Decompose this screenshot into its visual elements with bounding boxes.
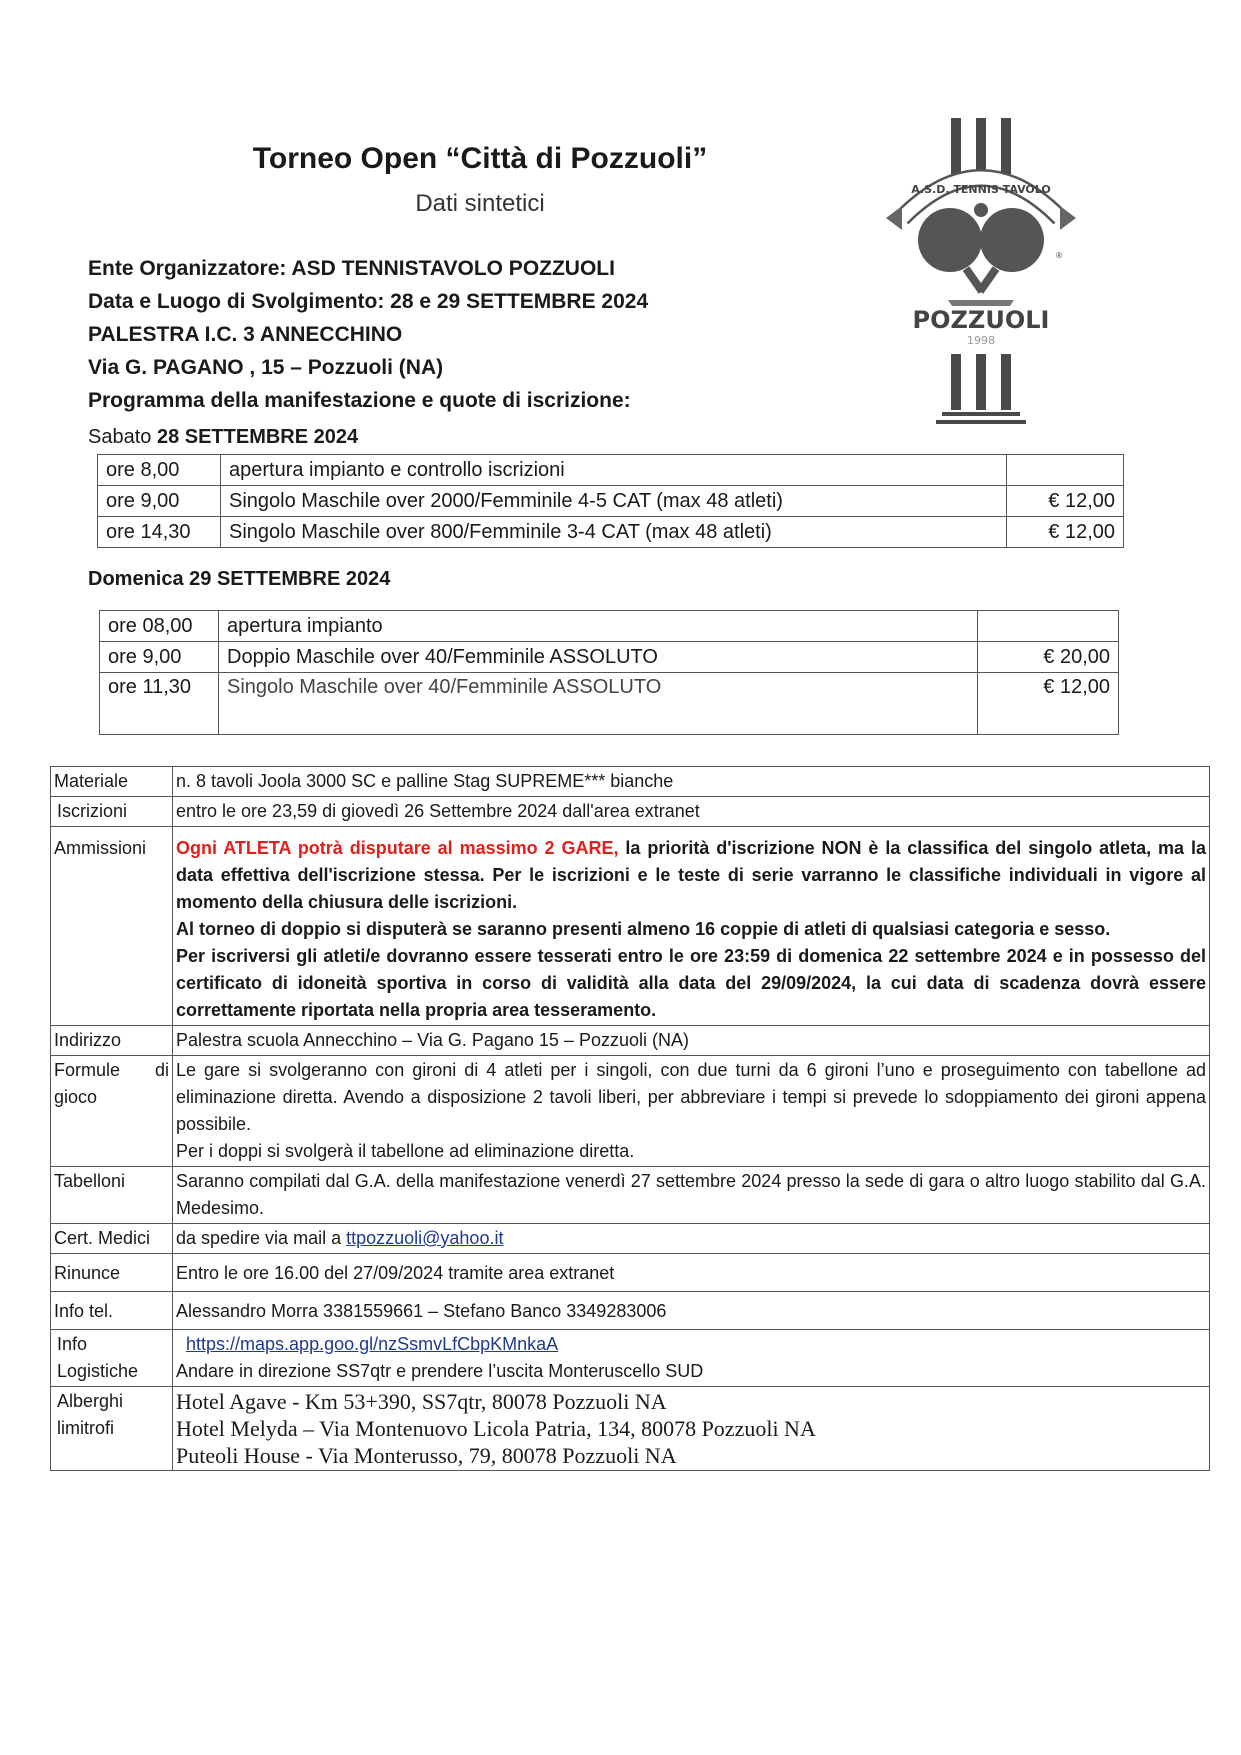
table-row: ore 9,00 Singolo Maschile over 2000/Femminile 4-5 CAT (max 48 atleti) € 12,00 (98, 486, 1124, 517)
table-row: Alberghi limitrofi Hotel Agave - Km 53+390, SS7qtr, 80078 Pozzuoli NA Hotel Melyda – Via Montenuovo Licola Patria, 134, 80078 Pozzuoli NA Puteoli House - Via Monterusso, 79, 80078 Pozzuoli NA (51, 1387, 1210, 1471)
hotels-list (173, 1387, 1210, 1471)
logo-arc-text: A.S.D. TENNIS TAVOLO (911, 183, 1051, 196)
club-logo (878, 118, 1084, 430)
table-row: ore 8,00 apertura impianto e controllo iscrizioni (98, 455, 1124, 486)
maps-link[interactable]: https://maps.app.goo.gl/nzSsmvLfCbpKMnkaA (186, 1334, 559, 1354)
table-row: ore 08,00 apertura impianto (100, 611, 1119, 642)
table-row: Tabelloni Saranno compilati dal G.A. della manifestazione venerdì 27 settembre 2024 presso la sede di gara o altro luogo stabilito dal G.A. Medesimo. (51, 1167, 1210, 1224)
email-link[interactable]: ttpozzuoli@yahoo.it (346, 1228, 504, 1248)
table-row: Cert. Medici da spedire via mail a ttpozzuoli@yahoo.it (51, 1224, 1210, 1254)
admission-rules: Ogni ATLETA potrà disputare al massimo 2 GARE, la priorità d'iscrizione NON è la classifica del singolo atleta, ma la data effettiva dell'iscrizione stessa. Per le iscrizioni e le teste di serie varranno le classifiche individuali in vigore al momento della chiusura delle iscrizioni. Al torneo di doppio si disputerà se saranno presenti almeno 16 coppie di atleti di qualsiasi categoria e sesso. Per iscriversi gli atleti/e dovranno essere tesserati entro le ore 23:59 di domenica 22 settembre 2024 e in possesso del certificato di idoneità sportiva in corso di validità alla data del 29/09/2024, la cui data di scadenza dovrà essere correttamente riportata nella propria area tesseramento. (173, 827, 1210, 1026)
address-line: Via G. PAGANO , 15 – Pozzuoli (NA) (88, 356, 444, 379)
organizer-block (88, 252, 648, 417)
table-row: Info Logistiche https://maps.app.goo.gl/nzSsmvLfCbpKMnkaA Andare in direzione SS7qtr e prendere l’uscita Monteruscello SUD (51, 1330, 1210, 1387)
logo-year: 1998 (967, 334, 995, 347)
program-line: Programma della manifestazione e quote di iscrizione: (88, 389, 631, 412)
info-table (50, 766, 1210, 1471)
saturday-schedule (97, 454, 1124, 548)
page-subtitle: Dati sintetici (415, 190, 545, 217)
organizer-line: Ente Organizzatore: ASD TENNISTAVOLO POZZUOLI (88, 257, 615, 280)
hotel-item: Puteoli House - Via Monterusso, 79, 80078 Pozzuoli NA (176, 1443, 677, 1468)
table-row: ore 14,30 Singolo Maschile over 800/Femminile 3-4 CAT (max 48 atleti) € 12,00 (98, 517, 1124, 548)
date-line: Data e Luogo di Svolgimento: 28 e 29 SETTEMBRE 2024 (88, 290, 649, 313)
table-row: ore 9,00 Doppio Maschile over 40/Femminile ASSOLUTO € 20,00 (100, 642, 1119, 673)
table-row: ore 11,30 Singolo Maschile over 40/Femminile ASSOLUTO € 12,00 (100, 673, 1119, 735)
table-row: Info tel. Alessandro Morra 3381559661 – Stefano Banco 3349283006 (51, 1292, 1210, 1330)
venue-line: PALESTRA I.C. 3 ANNECCHINO (88, 323, 403, 346)
max-races-warning: Ogni ATLETA potrà disputare al massimo 2 GARE, (176, 838, 619, 858)
saturday-title: Sabato 28 SETTEMBRE 2024 (88, 426, 359, 448)
table-row: Indirizzo Palestra scuola Annecchino – Via G. Pagano 15 – Pozzuoli (NA) (51, 1026, 1210, 1056)
hotel-item: Hotel Agave - Km 53+390, SS7qtr, 80078 Pozzuoli NA (176, 1389, 667, 1414)
hotel-item: Hotel Melyda – Via Montenuovo Licola Patria, 134, 80078 Pozzuoli NA (176, 1416, 816, 1441)
table-row: Iscrizioni entro le ore 23,59 di giovedì 26 Settembre 2024 dall'area extranet (51, 797, 1210, 827)
sunday-schedule (99, 610, 1119, 735)
table-row: Rinunce Entro le ore 16.00 del 27/09/2024 tramite area extranet (51, 1254, 1210, 1292)
table-row: Ammissioni Ogni ATLETA potrà disputare al massimo 2 GARE, la priorità d'iscrizione NON è la classifica del singolo atleta, ma la data effettiva dell'iscrizione stessa. Per le iscrizioni e le teste di serie varranno le classifiche individuali in vigore al momento della chiusura delle iscrizioni. Al torneo di doppio si disputerà se saranno presenti almeno 16 coppie di atleti di qualsiasi categoria e sesso. Per iscriversi gli atleti/e dovranno essere tesserati entro le ore 23:59 di domenica 22 settembre 2024 e in possesso del certificato di idoneità sportiva in corso di validità alla data del 29/09/2024, la cui data di scadenza dovrà essere correttamente riportata nella propria area tesseramento. (51, 827, 1210, 1026)
table-row: Formule di gioco Le gare si svolgeranno con gironi di 4 atleti per i singoli, con due turni da 6 gironi l’uno e proseguimento con tabellone ad eliminazione diretta. Avendo a disposizione 2 tavoli liberi, per abbreviare i tempi si prevede lo sdoppiamento dei gironi appena possibile. Per i doppi si svolgerà il tabellone ad eliminazione diretta. (51, 1056, 1210, 1167)
table-row: Materiale n. 8 tavoli Joola 3000 SC e palline Stag SUPREME*** bianche (51, 767, 1210, 797)
registered-mark: ® (1055, 251, 1063, 260)
logo-name: POZZUOLI (912, 306, 1050, 334)
page-title: Torneo Open “Città di Pozzuoli” (252, 142, 708, 175)
sunday-title: Domenica 29 SETTEMBRE 2024 (88, 568, 391, 590)
